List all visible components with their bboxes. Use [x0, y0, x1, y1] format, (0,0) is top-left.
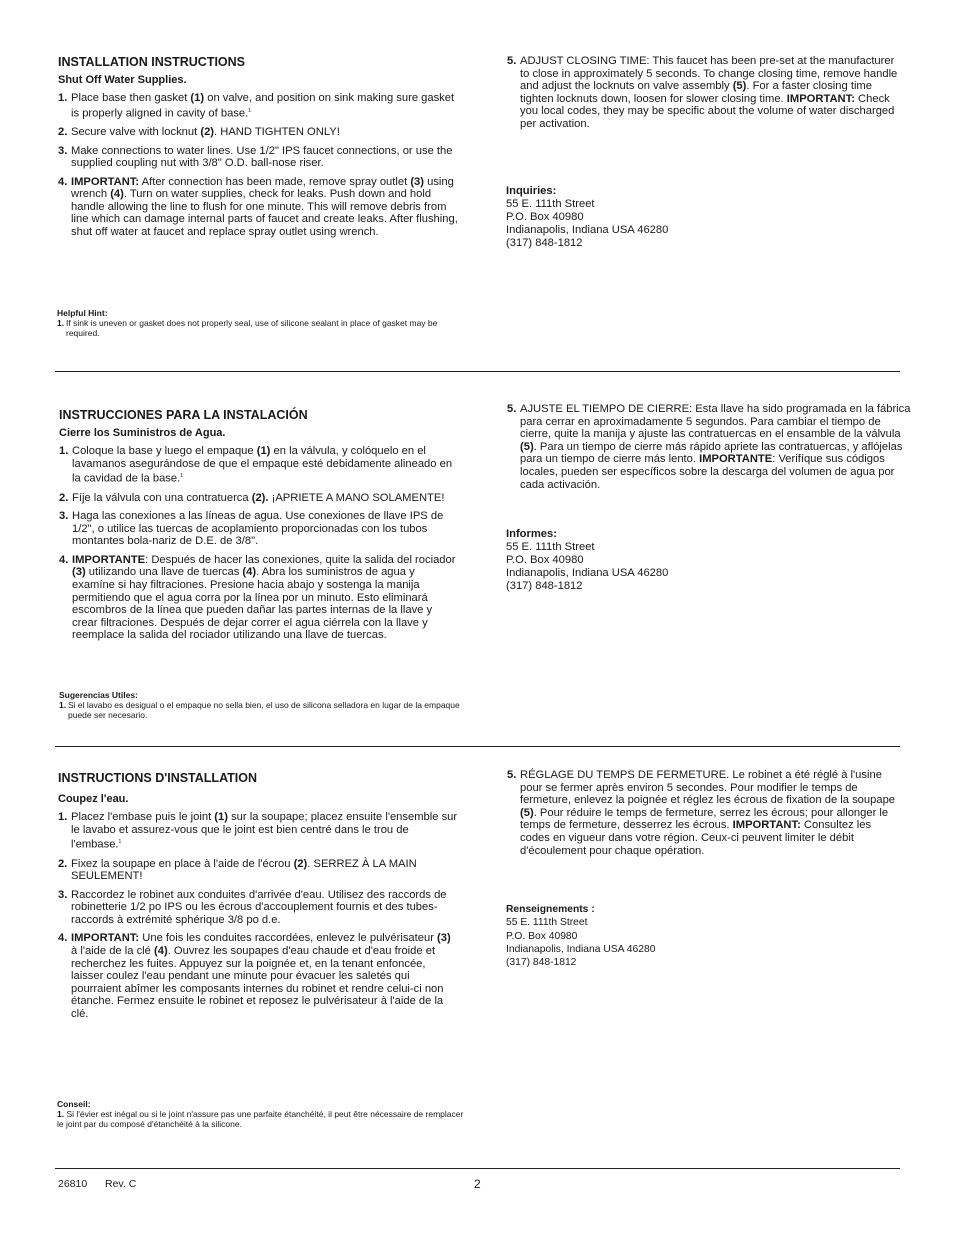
step-item [59, 510, 459, 548]
step-text: . Abra los suministros de agua y examíne si hay filtraciones. Presione hacia abajo y sostenga la manija permitiendo que el agua corra por la línea por un minuto. Esto eliminará escombros de la línea que pueden dañar las partes internas de la llave y crear filtraciones. Después de dejar correr el agua ciérrela con la llave y reemplace la salida del rociador utilizando una llave de tuercas. [72, 566, 433, 642]
step-text: . HAND TIGHTEN ONLY! [214, 125, 340, 138]
part-number: 26810 [58, 1178, 88, 1190]
step-emphasis: IMPORTANT: [732, 819, 801, 832]
french-steps [58, 811, 458, 1021]
step-text: Make connections to water lines. Use 1/2" IPS faucet connections, or use the supplied coupling nut with 3/8" O.D. ball-nose riser. [71, 144, 453, 170]
step-item [58, 811, 458, 852]
section-divider [55, 371, 900, 372]
step-number: 3. [58, 144, 68, 157]
english-inquiries [506, 185, 668, 250]
step-text: After connection has been made, remove spray outlet [139, 175, 411, 188]
spanish-subtitle: Cierre los Suministros de Agua. [59, 427, 226, 439]
address-line: (317) 848-1812 [506, 237, 583, 249]
step-number: 2. [59, 491, 69, 504]
step-emphasis: (4) [110, 188, 124, 201]
french-step-5 [507, 769, 899, 863]
address-line: 55 E. 111th Street [506, 198, 595, 210]
address-line: Indianapolis, Indiana USA 46280 [506, 943, 656, 955]
footnote-marker: 1 [180, 473, 184, 480]
step-text: . Ouvrez les soupapes d'eau chaude et d'eau froide et recherchez les fuites. Appuyez sur la poignée et, en la tenant enfoncée, laisser coulez l'eau pendant une minute pour évacuer les saletés qui pourraient abîmer les composants internes du robinet et rendre celui-ci non étanche. Fermez ensuite le robinet et reposez le pulvérisateur à l'aide de la clé. [71, 945, 444, 1021]
english-steps [58, 92, 458, 239]
step-emphasis: (5) [520, 806, 534, 819]
hint-title: Helpful Hint: [57, 308, 108, 318]
english-hint [57, 308, 467, 338]
page-number: 2 [474, 1177, 481, 1191]
step-item [58, 932, 458, 1020]
english-step-5 [507, 55, 899, 137]
hint-text: 1. Si el lavabo es desigual o el empaque no sella bien, el uso de silicona selladora en lugar de la empaque puede ser necesario. [59, 700, 460, 720]
step-item [507, 403, 911, 491]
step-text: Secure valve with locknut [71, 125, 201, 138]
step-emphasis: (5) [732, 80, 747, 93]
english-instructions [58, 55, 458, 245]
step-text: ADJUST CLOSING TIME: This faucet has been pre-set at the manufacturer to close in approximately 5 seconds. To change closing time, remove handle and adjust the locknuts on valve assembly [520, 55, 898, 93]
step-emphasis: (2) [200, 125, 215, 138]
step-emphasis: (3) [437, 932, 451, 945]
step-text: Place base then gasket [71, 92, 191, 104]
step-text: Coloque la base y luego el empaque [72, 445, 257, 457]
french-instructions [58, 771, 458, 1027]
step-text: Haga las conexiones a las líneas de agua. Use conexiones de llave IPS de 1/2", o utilice las tuercas de acoplamiento proporcionadas con los tubos montantes bola-nariz de D.E. de 3/8". [72, 510, 444, 548]
revision: Rev. C [105, 1178, 137, 1190]
step-number: 3. [59, 510, 69, 523]
address-line: P.O. Box 40980 [506, 930, 578, 942]
step-emphasis: IMPORTANTE [72, 553, 146, 566]
step-item [507, 769, 899, 857]
hint-title: Conseil: [57, 1099, 91, 1109]
step-text: . For a faster closing time tighten locknuts down, loosen for slower closing time. [520, 80, 872, 105]
step-emphasis: (3) [410, 175, 424, 188]
address-line: Indianapolis, Indiana USA 46280 [506, 224, 669, 236]
address-line: Indianapolis, Indiana USA 46280 [506, 567, 669, 579]
step-emphasis: (5) [520, 440, 534, 453]
step-number: 4. [59, 553, 69, 566]
spanish-hint [59, 690, 469, 720]
step-item [59, 445, 459, 486]
step-text: Fixez la soupape en place à l'aide de l'écrou [71, 857, 294, 870]
step-emphasis: (1) [190, 92, 205, 104]
step-text: Raccordez le robinet aux conduites d'arrivée d'eau. Utilisez des raccords de robinetterie 1/2 po IPS ou les écrous d'accouplement fournis et des tubes-raccords à extrémité sphérique 3/8 po d.e. [71, 888, 447, 926]
spanish-title: INSTRUCCIONES PARA LA INSTALACIÓN [59, 408, 308, 422]
step-item [58, 92, 458, 120]
step-text: Check you local codes, they may be specific about the volume of water discharged per activation. [520, 92, 895, 130]
step-item [58, 145, 458, 170]
step-emphasis: (1) [214, 811, 228, 823]
step-number: 5. [507, 403, 517, 415]
step-item [58, 126, 458, 139]
step-number: 2. [58, 125, 68, 138]
step-emphasis: IMPORTANTE [699, 453, 773, 466]
step-text: : Después de hacer las conexiones, quite la salida del rociador [145, 553, 456, 566]
hint-text: 1. If sink is uneven or gasket does not properly seal, use of silicone sealant in place of gasket may be required. [57, 318, 438, 338]
step-text: en la válvula, y colóquelo en el lavamanos asegurándose de que el empaque esté debidamente alineado en la cavidad de la base. [72, 445, 453, 485]
step-item [59, 492, 459, 505]
step-text: on valve, and position on sink making sure gasket is properly aligned in cavity of base. [71, 92, 455, 120]
step-emphasis: (4) [154, 945, 168, 958]
step-number: 5. [507, 769, 517, 781]
section-divider [55, 746, 900, 747]
footnote-marker: 1 [248, 107, 252, 114]
address-line: P.O. Box 40980 [506, 554, 584, 566]
step-number: 1. [59, 445, 69, 457]
step-number: 4. [58, 175, 68, 188]
step-text: . Para un tiempo de cierre más rápido apriete las contratuercas, y aflójelas para un tiempo de cierre más lento. [520, 440, 903, 466]
address-line: P.O. Box 40980 [506, 211, 584, 223]
step-text: sur la soupape; placez ensuite l'ensemble sur le lavabo et assurez-vous que le joint est bien centré dans le trou de l'embase. [71, 811, 458, 851]
step-number: 1. [58, 92, 68, 104]
step-number: 4. [58, 932, 68, 945]
french-title: INSTRUCTIONS D'INSTALLATION [58, 771, 258, 785]
step-text: : Verifíque sus códigos locales, pueden ser específicos sobre la descarga del volumen de agua por cada activación. [520, 453, 895, 491]
footer-divider [55, 1168, 900, 1169]
address-line: 55 E. 111th Street [506, 917, 588, 929]
step-text: utilizando una llave de tuercas [85, 566, 243, 579]
step-text: . SERREZ À LA MAIN SEULEMENT! [71, 857, 417, 883]
step-text: Placez l'embase puis le joint [71, 811, 215, 823]
step-emphasis: (2) [293, 857, 308, 870]
french-inquiries [506, 903, 655, 969]
spanish-inquiries [506, 528, 668, 593]
step-emphasis: (3) [72, 566, 86, 579]
step-number: 5. [507, 55, 517, 67]
step-number: 2. [58, 857, 68, 870]
step-text: AJUSTE EL TIEMPO DE CIERRE: Esta llave ha sido programada en la fábrica para cerrar en aproximadamente 5 segundos. Para cambiar el tiempo de cierre, quite la manija y ajuste las contratuercas en el ensamble de la válvula [520, 403, 911, 441]
step-text: ¡APRIETE A MANO SOLAMENTE! [268, 491, 445, 504]
inquiries-label: Renseignements : [506, 904, 595, 915]
step-text: . Turn on water supplies, check for leaks. Push down and hold handle allowing the line to flush for one minute. This will remove debris from line which can damage internal parts of faucet and create leaks. After flushing, shut off water at faucet and replace spray outlet using wrench. [71, 188, 458, 239]
step-text: RÉGLAGE DU TEMPS DE FERMETURE. Le robinet a été réglé à l'usine pour se fermer après environ 5 secondes. Pour modifier le temps de fermeture, enlevez la poignée et réglez les écrous de fixation de la soupape [520, 769, 896, 807]
step-number: 1. [58, 811, 68, 823]
french-subtitle: Coupez l'eau. [58, 793, 129, 805]
step-text: . Pour réduire le temps de fermeture, serrez les écrous; pour allonger le temps de fermeture, desserrez les écrous. [520, 806, 889, 832]
step-text: using wrench [71, 175, 454, 201]
step-emphasis: (2). [251, 491, 269, 504]
hint-text: 1. Si l'évier est inégal ou si le joint n'assure pas une parfaite étanchéité, il peut être nécessaire de remplacer le joint par du composé d'étanchéité à la silicone. [57, 1109, 464, 1129]
french-hint [57, 1099, 469, 1129]
step-text: Une fois les conduites raccordées, enlevez le pulvérisateur [139, 932, 438, 945]
spanish-instructions [59, 408, 459, 648]
step-emphasis: IMPORTANT: [71, 175, 140, 188]
step-item [507, 55, 899, 131]
step-number: 3. [58, 888, 68, 901]
step-emphasis: (4) [242, 566, 257, 579]
step-item [58, 858, 458, 883]
step-emphasis: IMPORTANT: [71, 932, 140, 945]
step-item [58, 176, 458, 239]
spanish-step-5 [507, 403, 911, 497]
address-line: (317) 848-1812 [506, 957, 577, 969]
english-title: INSTALLATION INSTRUCTIONS [58, 55, 246, 69]
step-text: à l'aide de la clé [71, 945, 154, 958]
step-text: Consultez les codes en vigueur dans votre région. Ceux-ci peuvent limiter le débit d'écoulement pour chaque opération. [520, 819, 872, 857]
step-item [59, 554, 459, 642]
step-emphasis: IMPORTANT: [786, 92, 855, 105]
spanish-steps [59, 445, 459, 642]
inquiries-label: Inquiries: [506, 185, 557, 197]
step-item [58, 889, 458, 927]
inquiries-label: Informes: [506, 528, 557, 540]
step-emphasis: (1) [256, 445, 271, 457]
english-subtitle: Shut Off Water Supplies. [58, 74, 187, 86]
address-line: 55 E. 111th Street [506, 541, 595, 553]
address-line: (317) 848-1812 [506, 580, 583, 592]
step-text: Fíje la válvula con una contratuerca [72, 491, 252, 504]
footnote-marker: 1 [118, 839, 122, 846]
hint-title: Sugerencias Utiles: [59, 690, 138, 700]
